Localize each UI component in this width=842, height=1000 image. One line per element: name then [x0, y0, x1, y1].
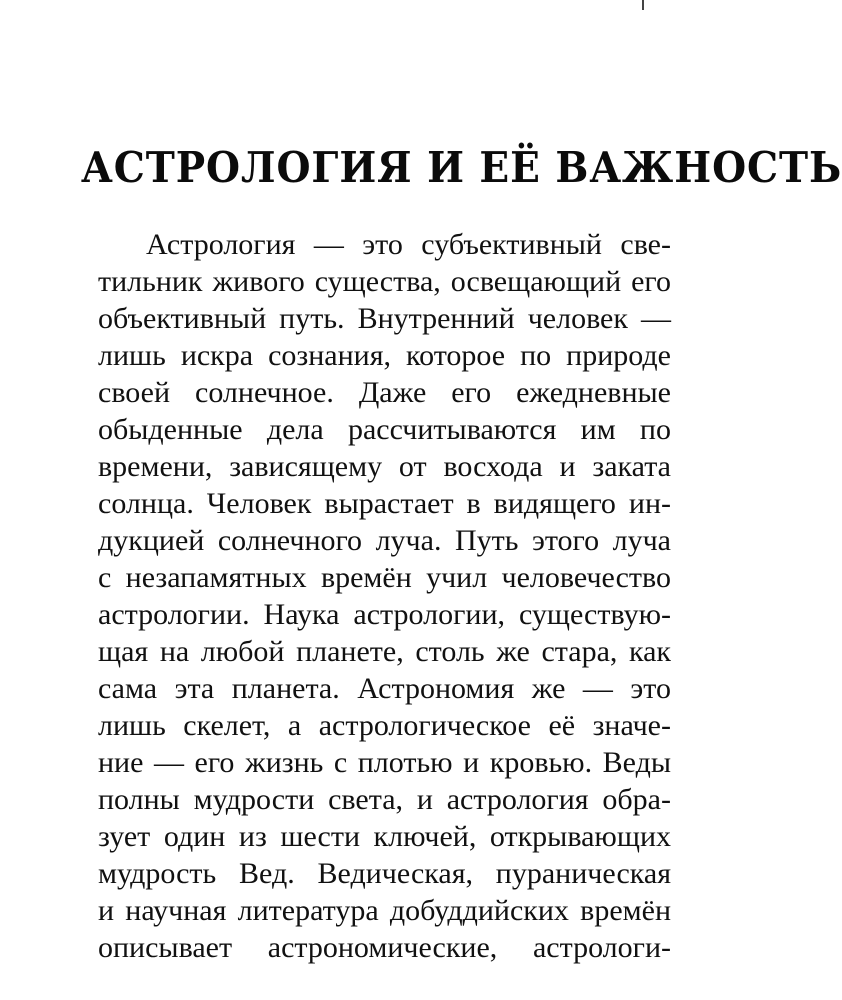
text-line: обыденные дела рассчитываются им по: [98, 413, 671, 446]
text-line: сама эта планета. Астрономия же — это: [98, 672, 671, 705]
text-line: и научная литература добуддийских времён: [98, 894, 671, 927]
text-line: мудрость Вед. Ведическая, пураническая: [98, 857, 671, 890]
chapter-title: АСТРОЛОГИЯ И ЕЁ ВАЖНОСТЬ: [81, 143, 842, 192]
text-line: описывает астрономические, астрологи-: [98, 931, 671, 964]
text-line: лишь скелет, а астрологическое её значе-: [98, 709, 671, 742]
text-line: с незапамятных времён учил человечество: [98, 561, 671, 594]
text-line: зует один из шести ключей, открывающих: [98, 820, 671, 853]
text-line: полны мудрости света, и астрология обра-: [98, 783, 671, 816]
text-line: объективный путь. Внутренний человек —: [98, 302, 671, 335]
text-line: ние — его жизнь с плотью и кровью. Веды: [98, 746, 671, 779]
text-line: тильник живого существа, освещающий его: [98, 265, 671, 298]
text-line: астрологии. Наука астрологии, существую-: [98, 598, 671, 631]
text-line: лишь искра сознания, которое по природе: [98, 339, 671, 372]
scan-edge-mark: [642, 0, 644, 10]
text-line: щая на любой планете, столь же стара, как: [98, 635, 671, 668]
text-line: времени, зависящему от восхода и заката: [98, 450, 671, 483]
body-paragraph: [98, 226, 671, 966]
text-line: дукцией солнечного луча. Путь этого луча: [98, 524, 671, 557]
text-line: солнца. Человек вырастает в видящего ин-: [98, 487, 671, 520]
text-line: своей солнечное. Даже его ежедневные: [98, 376, 671, 409]
text-line: Астрология — это субъективный све-: [146, 228, 671, 261]
